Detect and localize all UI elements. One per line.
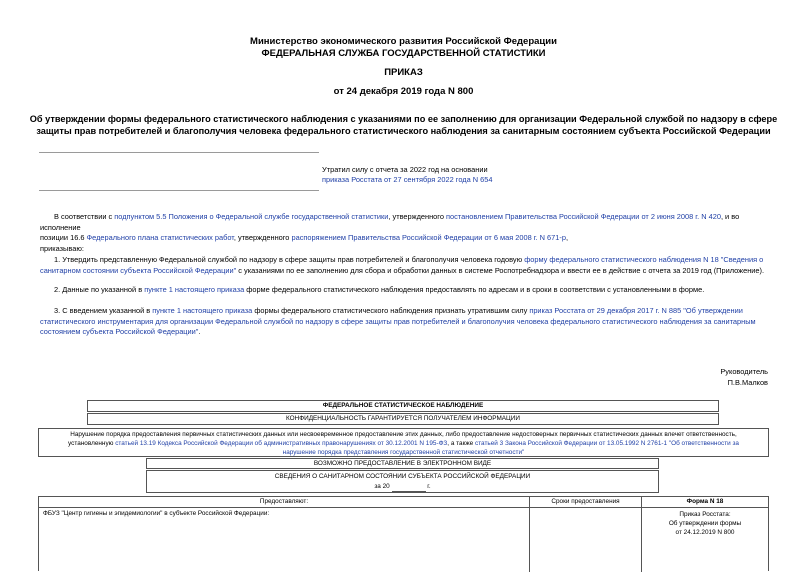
order-date: от 24 декабря 2019 года N 800 — [333, 86, 474, 97]
ministry-name: Министерство экономического развития Российской Федерации — [250, 36, 557, 47]
item-3-text: 3. С введением указанной в — [54, 306, 153, 315]
table-cell-provider — [39, 508, 530, 572]
form-year-prefix: за 20 — [374, 483, 390, 490]
doc-type: ПРИКАЗ — [384, 67, 423, 78]
table-cell-deadline — [530, 508, 642, 572]
item-3 — [40, 306, 770, 338]
intro-link-decree[interactable]: постановлением Правительства Российской Федерации от 2 июня 2008 г. N 420 — [445, 212, 721, 221]
form-warning-link-law-cont[interactable]: нарушение порядка представления государственной статистической отчетности" — [282, 449, 525, 456]
intro-text: , утвержденного — [233, 233, 292, 243]
signature-name: П.В.Малков — [727, 378, 768, 387]
form-warning-box — [38, 428, 769, 457]
intro-text: В соответствии с — [54, 212, 115, 221]
table-cell-provider-text: ФБУЗ "Центр гигиены и эпидемиологии" в субъекте Российской Федерации: — [43, 510, 270, 517]
service-name: ФЕДЕРАЛЬНАЯ СЛУЖБА ГОСУДАРСТВЕННОЙ СТАТИСТИКИ — [261, 48, 546, 59]
form-warning-text: Нарушение порядка предоставления первичных статистических данных или несвоевременное предоставление этих данных, либо предоставление недостоверных первичных статистических данных влечет ответственность, — [70, 431, 737, 438]
item-1-text: с указаниями по ее заполнению для сбора и обработки данных в системе Роспотребнадзора и ввести ее в действие с отчета за 2019 год (Приложение). — [236, 265, 765, 275]
intro-text: , — [565, 233, 569, 243]
form-banner-federal-text: ФЕДЕРАЛЬНОЕ СТАТИСТИЧЕСКОЕ НАБЛЮДЕНИЕ — [322, 402, 484, 409]
form-info-box — [146, 470, 659, 493]
form-banner-federal — [87, 400, 719, 412]
form-warning-text: , а также — [447, 440, 475, 447]
form-info-title: СВЕДЕНИЯ О САНИТАРНОМ СОСТОЯНИИ СУБЪЕКТА РОССИЙСКОЙ ФЕДЕРАЦИИ — [274, 473, 531, 480]
item-2-text: форме федерального статистического наблюдения предоставлять по адресам и в сроки в соответствии с установленными в форме. — [244, 285, 705, 294]
form-banner-confidential-text: КОНФИДЕНЦИАЛЬНОСТЬ ГАРАНТИРУЕТСЯ ПОЛУЧАТЕЛЕМ ИНФОРМАЦИИ — [286, 415, 520, 422]
item-3-link-order-cont[interactable]: статистического инструментария для организации Федеральной службой по надзору в сфере защиты прав потребителей и благополучия человека федерального статистического наблюдения за санитарным — [40, 316, 756, 326]
intro-link-order[interactable]: распоряжением Правительства Российской Федерации от 6 мая 2008 г. N 671-р — [291, 233, 566, 243]
intro-paragraph — [40, 212, 775, 244]
table-row — [39, 508, 768, 572]
form-warning-link-code[interactable]: статьей 13.19 Кодекса Российской Федерации об административных правонарушениях от 30.12.2001 N 195-ФЗ — [115, 440, 448, 447]
intro-link-plan[interactable]: Федерального плана статистических работ — [86, 233, 234, 243]
table-cell-order-ref — [642, 508, 768, 572]
form-banner-confidential — [87, 413, 719, 425]
item-2-link[interactable]: пункте 1 настоящего приказа — [144, 285, 245, 294]
item-1 — [40, 255, 770, 276]
table-header-providers-text: Предоставляют: — [259, 498, 309, 505]
item-1-text: 1. Утвердить представленную Федеральной службой по надзору в сфере защиты прав потребителей и благополучия человека годовую — [54, 255, 525, 264]
item-3-text: . — [198, 327, 201, 337]
status-rule-bottom — [39, 190, 319, 191]
status-rule-top — [39, 152, 319, 153]
form-electronic-box — [146, 458, 659, 469]
order-ref-line: от 24.12.2019 N 800 — [675, 529, 735, 536]
intro-text: позиции 16.6 — [40, 233, 87, 243]
form-providers-table — [38, 496, 769, 571]
table-header-form — [642, 497, 768, 507]
intro-link-regulation[interactable]: подпунктом 5.5 Положения о Федеральной службе государственной статистики — [114, 212, 389, 221]
order-ref-line: Приказ Росстата: — [679, 511, 731, 518]
intro-text: , и во исполнение — [40, 212, 740, 232]
item-1-link-form-cont[interactable]: санитарном состоянии субъекта Российской Федерации" — [40, 265, 237, 275]
form-electronic-text: ВОЗМОЖНО ПРЕДОСТАВЛЕНИЕ В ЭЛЕКТРОННОМ ВИДЕ — [313, 460, 492, 467]
status-text: Утратил силу с отчета за 2022 год на основании — [322, 165, 488, 174]
table-header-deadlines — [530, 497, 642, 507]
item-3-link-order-end[interactable]: состоянием субъекта Российской Федерации" — [40, 327, 199, 337]
form-year-field[interactable] — [392, 484, 426, 492]
table-header-form-text: Форма N 18 — [686, 498, 724, 505]
form-warning-link-law[interactable]: статьей 3 Закона Российской Федерации от 13.05.1992 N 2761-1 "Об ответственности за — [475, 440, 739, 447]
item-1-link-form[interactable]: форму федерального статистического наблюдения N 18 "Сведения о — [524, 255, 764, 264]
order-word: приказываю: — [40, 244, 84, 253]
item-2 — [40, 285, 775, 296]
item-3-link-item[interactable]: пункте 1 настоящего приказа — [152, 306, 253, 315]
item-3-text: формы федерального статистического наблюдения признать утратившим силу — [252, 306, 530, 315]
order-ref-line: Об утверждении формы — [668, 520, 742, 527]
item-3-link-order[interactable]: приказ Росстата от 29 декабря 2017 г. N 885 "Об утверждении — [529, 306, 743, 315]
table-header-row — [39, 497, 768, 508]
form-warning-text: установленную — [68, 440, 116, 447]
order-title-line-1: Об утверждении формы федерального статистического наблюдения с указаниями по ее заполнению для организации Федеральной службой по надзору в сфере — [29, 114, 778, 124]
item-2-text: 2. Данные по указанной в — [54, 285, 145, 294]
form-year-suffix: г. — [427, 483, 431, 490]
order-title-line-2: защиты прав потребителей и благополучия человека федерального статистического наблюдения за санитарным состоянием субъекта Российской Федерации — [36, 126, 771, 136]
table-header-providers — [39, 497, 530, 507]
table-header-deadlines-text: Сроки предоставления — [551, 498, 620, 505]
intro-text: , утвержденного — [388, 212, 446, 221]
status-link[interactable]: приказа Росстата от 27 сентября 2022 года N 654 — [322, 175, 493, 184]
signature-role: Руководитель — [720, 367, 768, 376]
